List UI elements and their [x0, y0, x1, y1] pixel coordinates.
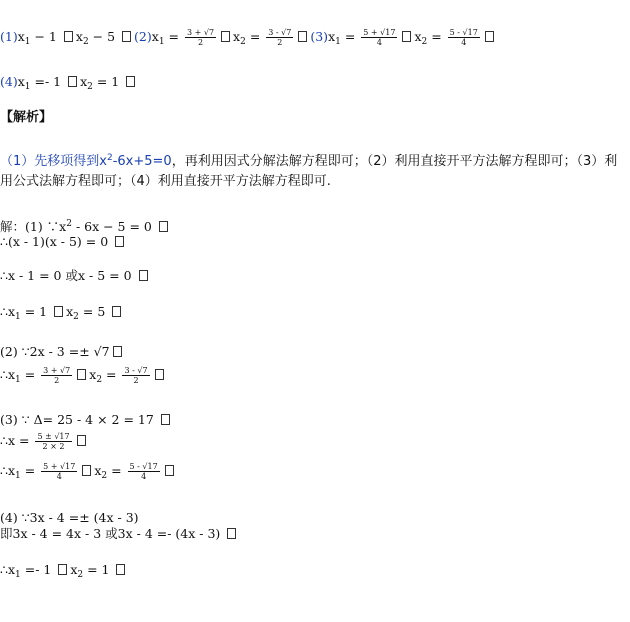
- fraction: [266, 28, 293, 47]
- denominator: 4: [461, 38, 467, 47]
- solution-line-8: [0, 432, 89, 451]
- subscript: 1: [15, 312, 21, 322]
- var: x: [151, 29, 159, 44]
- numerator: 3 - √7: [124, 366, 148, 375]
- numerator: 5 - √17: [129, 462, 158, 471]
- var: x: [94, 463, 102, 478]
- root: √7: [93, 344, 110, 359]
- fraction: [122, 366, 149, 385]
- solution-line-5: [0, 344, 125, 360]
- placeholder-box-icon: [221, 31, 230, 42]
- text: (4) ∵3x - 4 =± (4x - 3): [0, 510, 139, 525]
- equals: =: [245, 29, 265, 44]
- placeholder-box-icon: [68, 76, 77, 87]
- subscript: 1: [335, 37, 341, 47]
- var: x: [89, 367, 97, 382]
- text: ∴x - 1 = 0 或x - 5 = 0: [0, 268, 136, 283]
- value: = 1: [92, 74, 124, 89]
- equals: =: [20, 463, 40, 478]
- denominator: 2: [277, 38, 283, 47]
- subscript: 1: [15, 375, 21, 385]
- placeholder-box-icon: [485, 31, 494, 42]
- numerator: 5 + √17: [363, 28, 396, 37]
- solution-line-9: [0, 462, 177, 484]
- solution-line-6: [0, 366, 167, 388]
- var: x: [233, 29, 241, 44]
- denominator: 2: [54, 376, 60, 385]
- var: ∴x: [0, 367, 16, 382]
- subscript: 2: [240, 37, 246, 47]
- fraction: [185, 28, 216, 47]
- equals: =: [427, 29, 446, 44]
- var: x: [414, 29, 422, 44]
- denominator: 2: [133, 376, 139, 385]
- numerator: 3 - √7: [268, 28, 292, 37]
- var: x: [66, 304, 74, 319]
- subscript: 1: [24, 82, 31, 92]
- placeholder-box-icon: [122, 31, 131, 42]
- part-4-label: (4): [0, 74, 18, 89]
- placeholder-box-icon: [54, 306, 63, 317]
- var: x: [17, 29, 25, 44]
- part-1-label: (1): [0, 29, 18, 44]
- subscript: 1: [24, 37, 31, 47]
- answer-line-2: [0, 74, 138, 95]
- placeholder-box-icon: [82, 465, 91, 476]
- placeholder-box-icon: [113, 346, 122, 357]
- superscript: 2: [106, 153, 113, 163]
- subscript: 1: [15, 471, 21, 481]
- equals: =: [164, 29, 183, 44]
- solution-line-7: [0, 412, 173, 428]
- solution-line-12: [0, 562, 128, 583]
- equals: =: [107, 463, 126, 478]
- section-title: 【解析】: [0, 110, 53, 125]
- var: x: [70, 562, 78, 577]
- placeholder-box-icon: [159, 221, 168, 232]
- fraction: [128, 462, 160, 481]
- var: x: [17, 74, 25, 89]
- placeholder-box-icon: [402, 31, 411, 42]
- denominator: 4: [376, 38, 382, 47]
- placeholder-box-icon: [116, 564, 125, 575]
- value: =- 1: [30, 74, 66, 89]
- numerator: 3 + √7: [43, 366, 71, 375]
- fraction: [361, 28, 397, 47]
- var: ∴x: [0, 463, 16, 478]
- var: x: [328, 29, 336, 44]
- placeholder-box-icon: [161, 414, 170, 425]
- subscript: 2: [101, 471, 108, 481]
- text: ∴x =: [0, 433, 34, 448]
- text: 解：(1) ∵x: [0, 219, 67, 234]
- value: =- 1: [20, 562, 56, 577]
- solution-line-3: [0, 268, 151, 284]
- placeholder-box-icon: [58, 564, 67, 575]
- value: − 5: [88, 29, 120, 44]
- denominator: 4: [56, 472, 62, 481]
- fraction: [41, 462, 77, 481]
- part-3-label: (3): [310, 29, 329, 44]
- subscript: 1: [158, 37, 165, 47]
- solution-line-2: [0, 234, 127, 250]
- subscript: 2: [421, 37, 428, 47]
- placeholder-box-icon: [77, 435, 86, 446]
- answer-line-1: [0, 28, 497, 50]
- placeholder-box-icon: [77, 369, 86, 380]
- text: (3) ∵ Δ= 25 - 4 × 2 = 17: [0, 412, 158, 427]
- solution-line-11: [0, 526, 239, 542]
- var: x: [80, 74, 88, 89]
- placeholder-box-icon: [112, 306, 121, 317]
- equation-var: x: [99, 154, 107, 169]
- subscript: 1: [15, 570, 21, 580]
- var: ∴x: [0, 304, 16, 319]
- value: = 5: [78, 304, 110, 319]
- analysis-paragraph: [0, 148, 630, 192]
- fraction: [35, 432, 71, 451]
- denominator: 4: [141, 472, 147, 481]
- placeholder-box-icon: [298, 31, 307, 42]
- solution-line-1: [0, 216, 171, 235]
- subscript: 2: [77, 570, 84, 580]
- numerator: 5 + √17: [43, 462, 76, 471]
- denominator: 2 × 2: [42, 442, 65, 451]
- analysis-body: ，再利用因式分解法解方程即可；（2）利用直接开平方法解方程即可；（3）利用公式法解方程即可；（4）利用直接开平方法解方程即可.: [0, 154, 618, 189]
- equals: =: [20, 367, 40, 382]
- equation-rest: -6x+5=0: [112, 154, 172, 169]
- text: - 6x − 5 = 0: [71, 219, 156, 234]
- fraction: [448, 28, 480, 47]
- placeholder-box-icon: [64, 31, 73, 42]
- equals: =: [340, 29, 360, 44]
- text: 即3x - 4 = 4x - 3 或3x - 4 =- (4x - 3): [0, 526, 225, 541]
- placeholder-box-icon: [227, 528, 236, 539]
- numerator: 5 ± √17: [37, 432, 70, 441]
- equals: =: [102, 367, 121, 382]
- placeholder-box-icon: [139, 270, 148, 281]
- numerator: 3 + √7: [186, 28, 215, 37]
- var: ∴x: [0, 562, 16, 577]
- placeholder-box-icon: [115, 236, 124, 247]
- subscript: 2: [82, 37, 89, 47]
- superscript: 2: [66, 219, 72, 229]
- solution-line-4: [0, 304, 124, 325]
- placeholder-box-icon: [165, 465, 174, 476]
- placeholder-box-icon: [126, 76, 135, 87]
- solution-line-10: [0, 510, 139, 526]
- subscript: 2: [96, 375, 103, 385]
- value: − 1: [30, 29, 61, 44]
- placeholder-box-icon: [155, 369, 164, 380]
- subscript: 2: [87, 82, 93, 92]
- text: (2) ∵2x - 3 =±: [0, 344, 94, 359]
- analysis-intro: （1）先移项得到: [0, 154, 100, 169]
- var: x: [75, 29, 83, 44]
- value: = 1: [20, 304, 52, 319]
- text: ∴(x - 1)(x - 5) = 0: [0, 234, 113, 249]
- value: = 1: [83, 562, 114, 577]
- numerator: 5 - √17: [449, 28, 478, 37]
- fraction: [41, 366, 72, 385]
- denominator: 2: [197, 38, 204, 47]
- part-2-label: (2): [134, 29, 152, 44]
- subscript: 2: [73, 312, 79, 322]
